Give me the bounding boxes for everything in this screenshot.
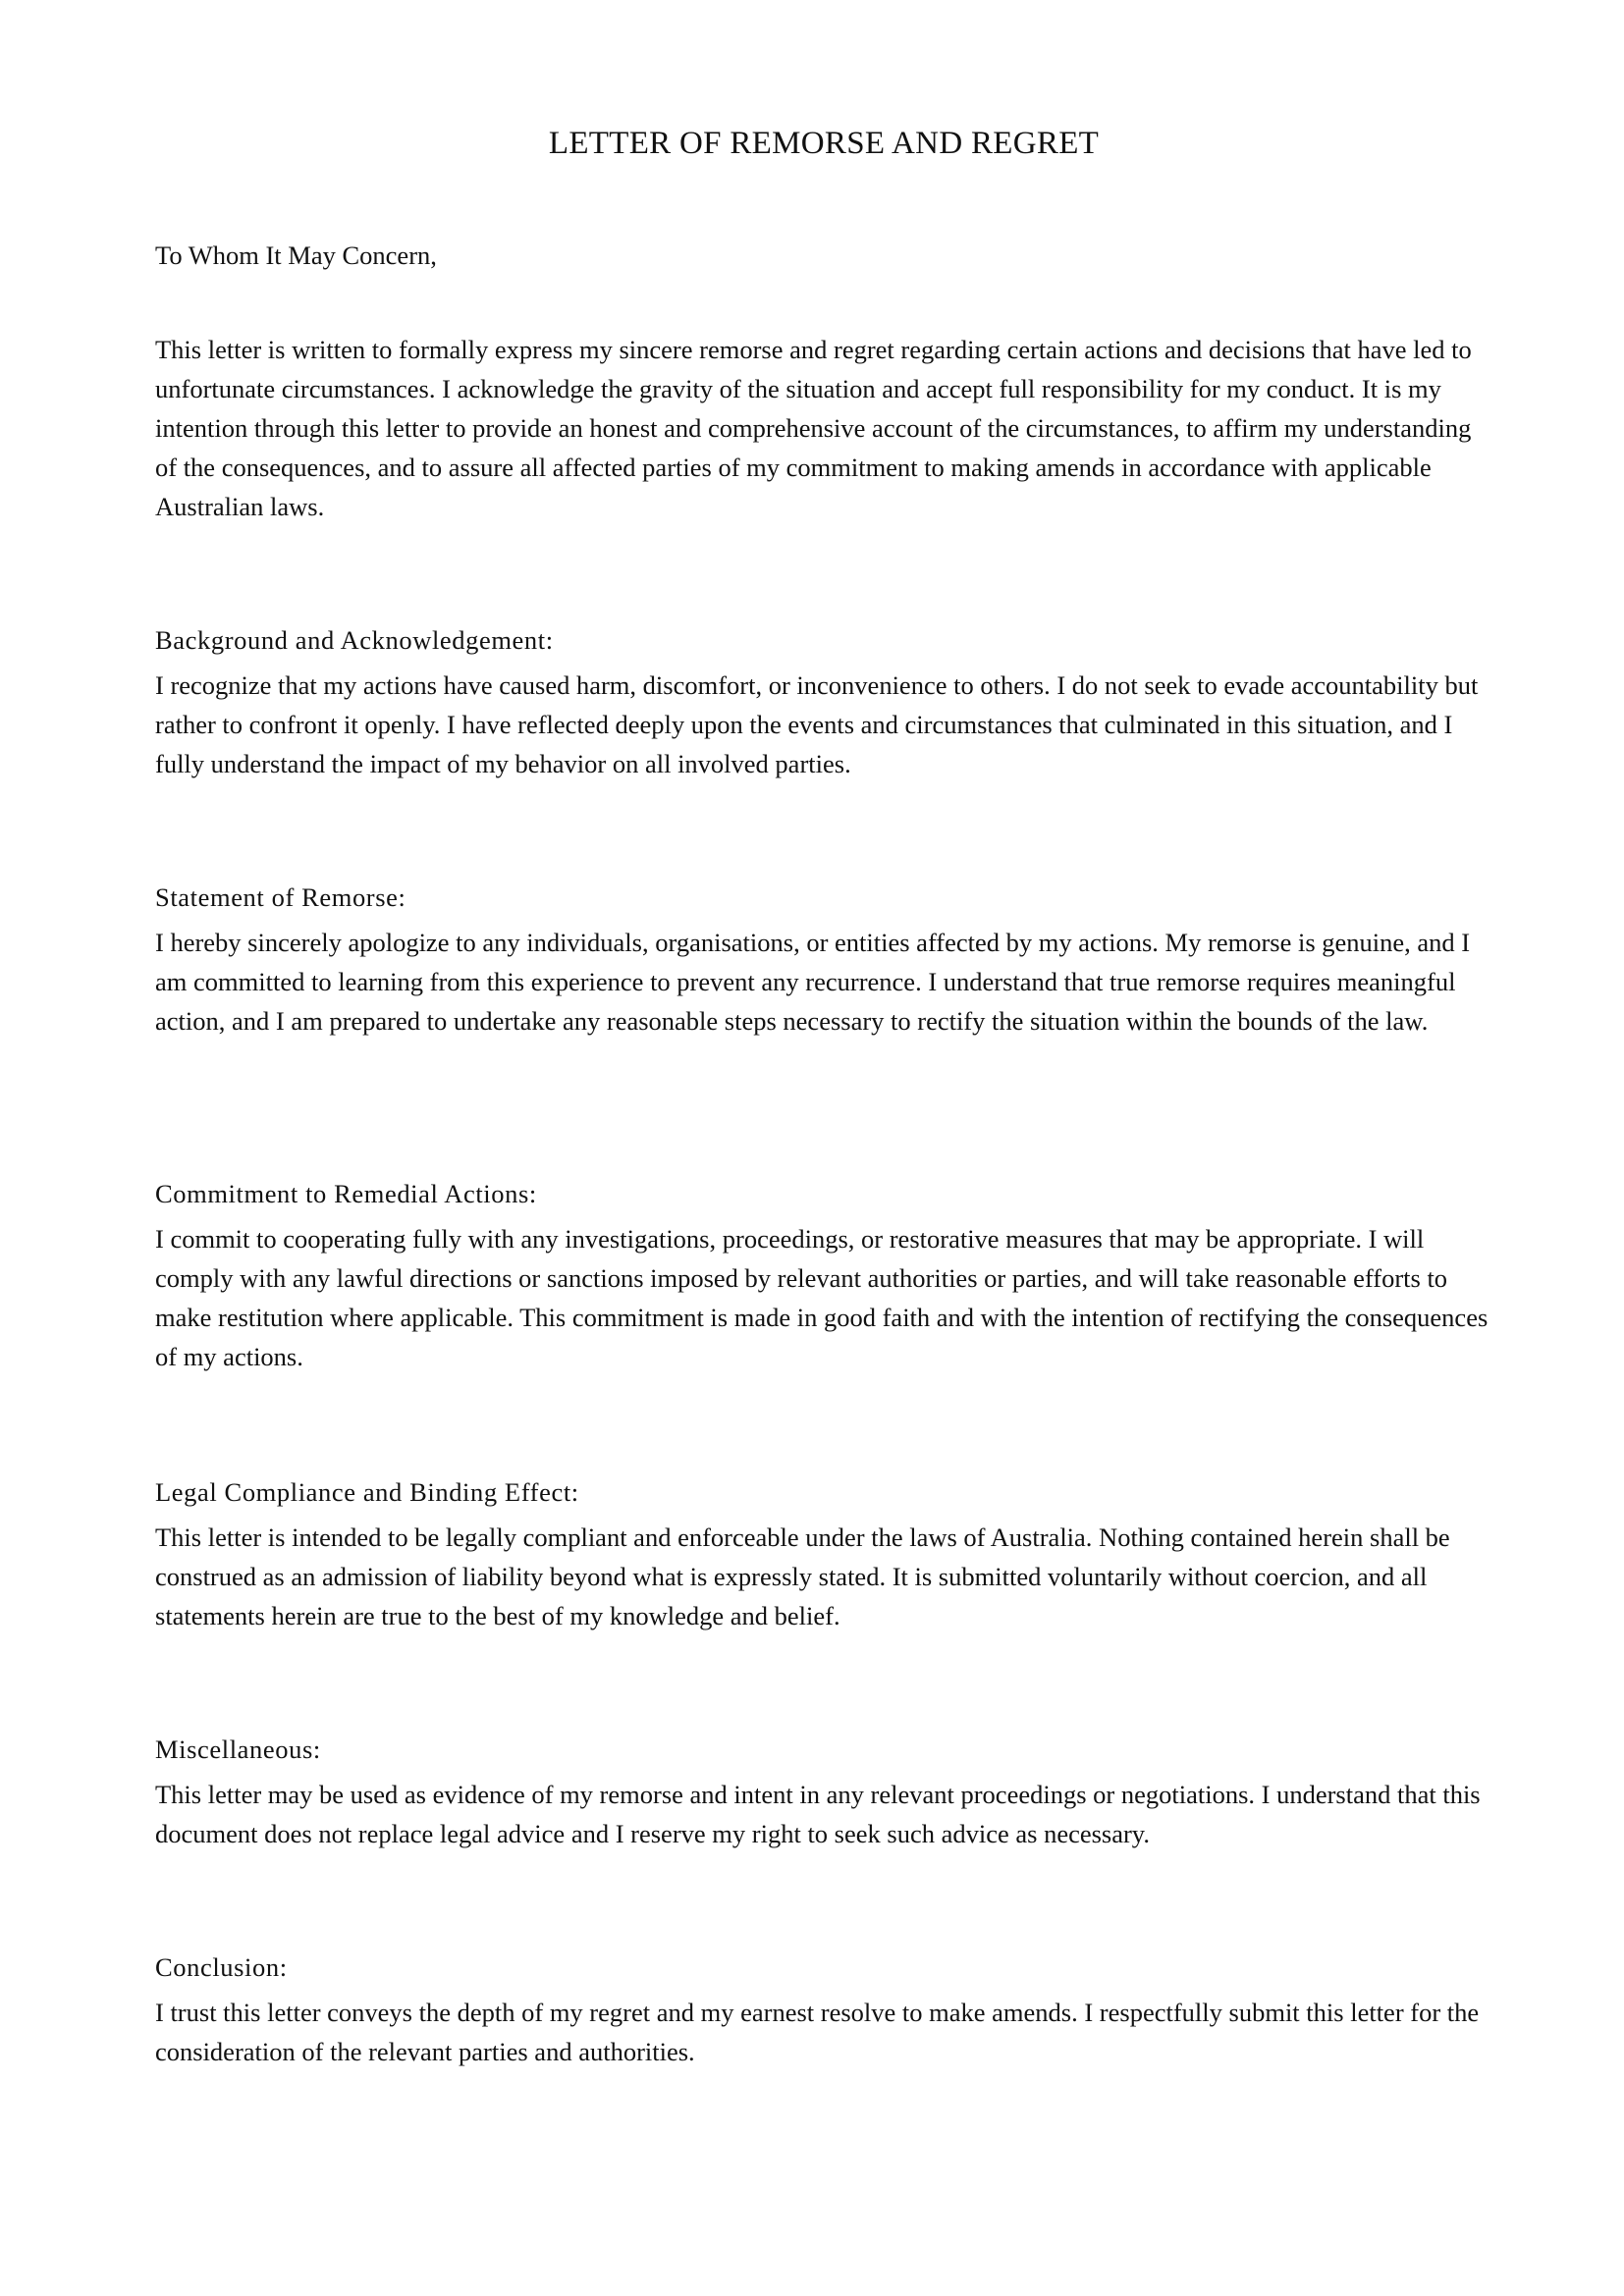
section-body: I commit to cooperating fully with any investigations, proceedings, or restorative measures that may be appropriate. I will comply with any lawful directions or sanctions imposed by relevant authorities or parties, and will take reasonable efforts to make restitution where applicable. This commitment is made in good faith and with the intention of rectifying the consequences of my actions. <box>155 1224 1489 1371</box>
section-body: This letter is intended to be legally compliant and enforceable under the laws of Australia. Nothing contained herein shall be construed as an admission of liability beyond what is expressly stated. It is submitted voluntarily without coercion, and all statements herein are true to the best of my knowledge and belief. <box>155 1522 1450 1630</box>
section-heading: Legal Compliance and Binding Effect: <box>155 1477 579 1507</box>
section-heading: Statement of Remorse: <box>155 882 406 912</box>
salutation: To Whom It May Concern, <box>155 240 437 270</box>
section-commitment-remedial-actions <box>155 1174 1492 1376</box>
section-heading: Conclusion: <box>155 1952 288 1982</box>
section-body: This letter may be used as evidence of my remorse and intent in any relevant proceedings or negotiations. I understand that this document does not replace legal advice and I reserve my right to seek such advice as necessary. <box>155 1780 1481 1848</box>
section-legal-compliance <box>155 1472 1492 1635</box>
section-statement-of-remorse <box>155 878 1492 1041</box>
intro-paragraph: This letter is written to formally express my sincere remorse and regret regarding certain actions and decisions that have led to unfortunate circumstances. I acknowledge the gravity of the situation and accept full responsibility for my conduct. It is my intention through this letter to provide an honest and comprehensive account of the circumstances, to affirm my understanding of the consequences, and to assure all affected parties of my commitment to making amends in accordance with applicable Australian laws. <box>155 335 1472 521</box>
section-miscellaneous <box>155 1730 1492 1853</box>
section-body: I trust this letter conveys the depth of my regret and my earnest resolve to make amends. I respectfully submit this letter for the consideration of the relevant parties and authorities. <box>155 1998 1480 2066</box>
section-body: I recognize that my actions have caused harm, discomfort, or inconvenience to others. I do not seek to evade accountability but rather to confront it openly. I have reflected deeply upon the events and circumstances that culminated in this situation, and I fully understand the impact of my behavior on all involved parties. <box>155 670 1479 778</box>
section-body: I hereby sincerely apologize to any individuals, organisations, or entities affected by my actions. My remorse is genuine, and I am committed to learning from this experience to prevent any recurrence. I understand that true remorse requires meaningful action, and I am prepared to undertake any reasonable steps necessary to rectify the situation within the bounds of the law. <box>155 928 1471 1036</box>
section-heading: Background and Acknowledgement: <box>155 625 554 655</box>
section-heading: Commitment to Remedial Actions: <box>155 1179 537 1208</box>
letter-title: LETTER OF REMORSE AND REGRET <box>548 126 1100 161</box>
section-heading: Miscellaneous: <box>155 1735 321 1764</box>
section-background-acknowledgement <box>155 620 1492 783</box>
section-conclusion <box>155 1948 1492 2071</box>
